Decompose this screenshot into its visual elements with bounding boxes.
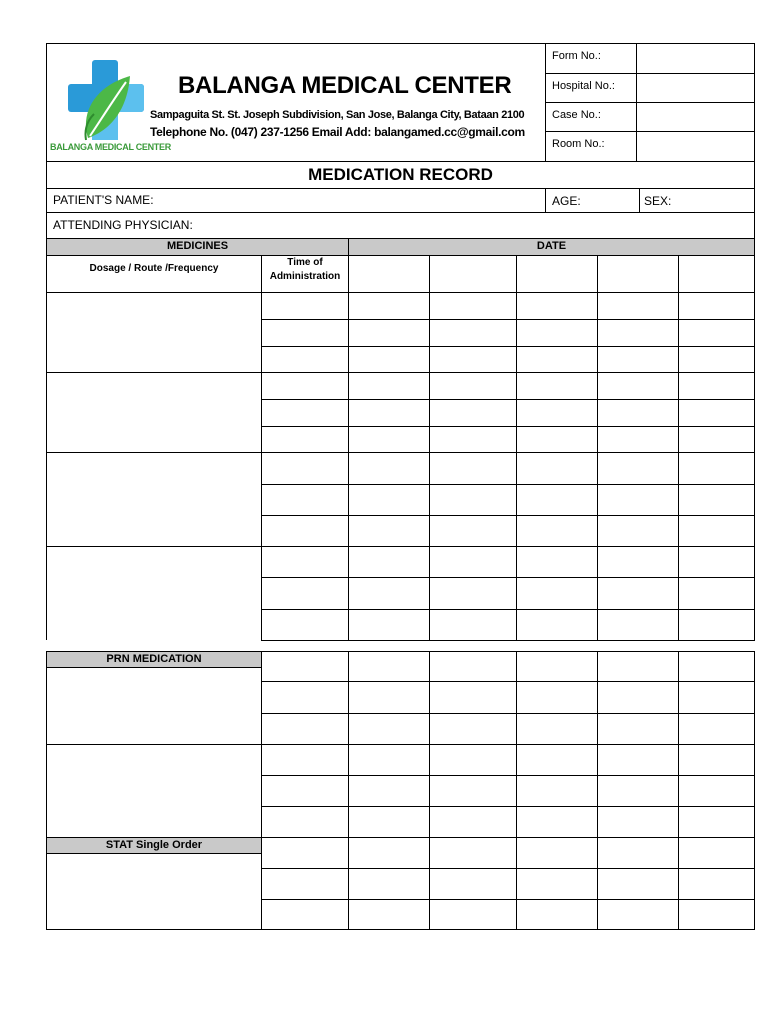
- hospital-contact: Telephone No. (047) 237-1256 Email Add: balangamed.cc@gmail.com: [150, 125, 525, 139]
- medicine-entry-2[interactable]: [47, 373, 261, 452]
- medicine-entry-4[interactable]: [47, 547, 261, 640]
- time-header-line2: Administration: [269, 271, 341, 282]
- sex-field[interactable]: [672, 189, 754, 212]
- physician-label: ATTENDING PHYSICIAN:: [53, 218, 193, 232]
- case-no-field[interactable]: [637, 103, 754, 131]
- patient-name-field[interactable]: [160, 189, 545, 212]
- case-no-label: Case No.:: [552, 109, 601, 121]
- stat-header: STAT Single Order: [105, 839, 203, 851]
- hospital-no-label: Hospital No.:: [552, 80, 615, 92]
- medicines-header: MEDICINES: [166, 240, 229, 252]
- prn-entry-1[interactable]: [47, 668, 261, 744]
- medicine-entry-1[interactable]: [47, 293, 261, 372]
- hospital-address: Sampaguita St. St. Joseph Subdivision, San Jose, Balanga City, Bataan 2100: [150, 109, 525, 121]
- room-no-label: Room No.:: [552, 138, 605, 150]
- physician-field[interactable]: [200, 213, 754, 237]
- form-no-field[interactable]: [637, 44, 754, 73]
- time-header-line1: Time of: [287, 257, 323, 268]
- logo-text: BALANGA MEDICAL CENTER: [50, 142, 171, 152]
- form-title: MEDICATION RECORD: [308, 165, 493, 184]
- prn-header: PRN MEDICATION: [106, 653, 202, 665]
- prn-entry-2[interactable]: [47, 745, 261, 837]
- date-header: DATE: [536, 240, 567, 252]
- hospital-logo: [50, 58, 171, 156]
- form-no-label: Form No.:: [552, 50, 601, 62]
- stat-entry-1[interactable]: [47, 854, 261, 929]
- patient-name-label: PATIENT'S NAME:: [53, 193, 154, 207]
- dosage-header: Dosage / Route /Frequency: [89, 263, 219, 274]
- hospital-title: BALANGA MEDICAL CENTER: [178, 72, 512, 99]
- medicine-entry-3[interactable]: [47, 453, 261, 546]
- sex-label: SEX:: [644, 194, 672, 208]
- age-field[interactable]: [582, 189, 638, 212]
- room-no-field[interactable]: [637, 132, 754, 161]
- age-label: AGE:: [552, 194, 581, 208]
- hospital-no-field[interactable]: [637, 74, 754, 102]
